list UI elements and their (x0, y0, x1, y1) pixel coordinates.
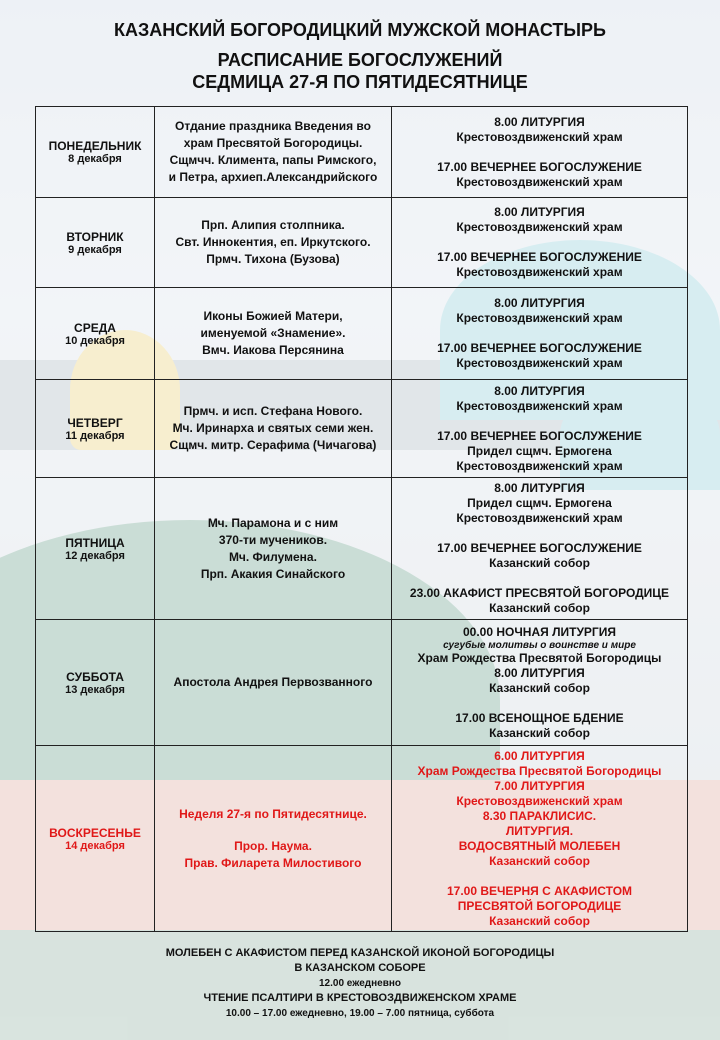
services-cell (392, 478, 688, 620)
service-title: 8.00 ЛИТУРГИЯ (494, 205, 585, 219)
service-title: ПРЕСВЯТОЙ БОГОРОДИЦЕ (457, 898, 622, 913)
feast-line: 370-ти мучеников. (218, 532, 328, 547)
feast-line: Прмч. Тихона (Бузова) (206, 252, 340, 266)
service-title: 7.00 ЛИТУРГИЯ (494, 778, 585, 793)
feast-cell (155, 198, 392, 288)
service-title: 8.00 ЛИТУРГИЯ (494, 665, 585, 680)
service-place: Казанский собор (489, 853, 590, 868)
footer-line: МОЛЕБЕН С АКАФИСТОМ ПЕРЕД КАЗАНСКОЙ ИКОНОЙ БОГОРОДИЦЫ (165, 947, 555, 959)
monastery-title: КАЗАНСКИЙ БОГОРОДИЦКИЙ МУЖСКОЙ МОНАСТЫРЬ (114, 20, 606, 40)
service-place: Крестовоздвиженский храм (456, 458, 623, 473)
table-row (36, 107, 688, 198)
table-row (36, 746, 688, 932)
day-date: 12 декабря (65, 549, 125, 562)
services-cell (392, 380, 688, 478)
feast-line: Иконы Божией Матери, (203, 309, 343, 323)
day-name: ВТОРНИК (66, 229, 124, 244)
feast-line: Прп. Алипия столпника. (201, 218, 345, 232)
service-place: Казанский собор (489, 680, 590, 695)
service-place: Крестовоздвиженский храм (456, 356, 623, 370)
feast-line: Прп. Акакия Синайского (200, 566, 346, 581)
day-name: ПОНЕДЕЛЬНИК (48, 139, 142, 153)
day-cell (36, 107, 155, 198)
footer-notes (0, 946, 720, 1021)
feast-line: Прав. Филарета Милостивого (184, 855, 362, 870)
feast-line: Сщмчч. Климента, папы Римского, (169, 153, 377, 167)
feast-line: Апостола Андрея Первозванного (173, 675, 373, 689)
service-title: 8.30 ПАРАКЛИСИС. (482, 808, 597, 823)
day-date: 8 декабря (68, 153, 122, 165)
feast-line: Сщмч. митр. Серафима (Чичагова) (169, 438, 377, 452)
day-cell (36, 746, 155, 932)
service-title: 17.00 ВЕЧЕРНЕЕ БОГОСЛУЖЕНИЕ (437, 159, 642, 174)
service-place: Казанский собор (489, 601, 590, 615)
service-title: 17.00 ВЕЧЕРНЕЕ БОГОСЛУЖЕНИЕ (437, 341, 642, 355)
day-name: СУББОТА (66, 669, 124, 684)
feast-cell (155, 107, 392, 198)
service-place: Казанский собор (489, 913, 590, 928)
day-name: СРЕДА (74, 320, 116, 335)
service-note: сугубые молитвы о воинстве и мире (443, 639, 636, 651)
service-place: Крестовоздвиженский храм (456, 398, 623, 413)
service-title: ЛИТУРГИЯ. (505, 823, 574, 838)
feast-line: Свт. Иннокентия, еп. Иркутского. (175, 235, 371, 249)
table-row (36, 380, 688, 478)
feast-line: Мч. Иринарха и святых семи жен. (172, 421, 374, 435)
feast-cell (155, 478, 392, 620)
feast-cell (155, 380, 392, 478)
schedule-title: РАСПИСАНИЕ БОГОСЛУЖЕНИЙ (217, 50, 503, 70)
schedule-table (35, 106, 688, 932)
service-title: 8.00 ЛИТУРГИЯ (494, 383, 585, 398)
service-place: Придел сщмч. Ермогена (467, 443, 612, 458)
service-place: Крестовоздвиженский храм (456, 265, 623, 279)
services-cell (392, 198, 688, 288)
day-name: ПЯТНИЦА (65, 535, 125, 550)
footer-line: В КАЗАНСКОМ СОБОРЕ (294, 962, 426, 974)
feast-line: Отдание праздника Введения во (175, 119, 371, 133)
feast-line: Мч. Филумена. (229, 549, 317, 564)
day-cell (36, 478, 155, 620)
feast-line: именуемой «Знамение». (200, 326, 346, 340)
service-place: Крестовоздвиженский храм (456, 511, 623, 525)
services-cell (392, 620, 688, 746)
table-row (36, 620, 688, 746)
service-place: Казанский собор (489, 725, 590, 740)
feast-cell (155, 288, 392, 380)
feast-line: Вмч. Иакова Персянина (202, 343, 344, 357)
day-date: 13 декабря (65, 683, 125, 696)
service-place: Крестовоздвиженский храм (456, 129, 623, 144)
feast-line: Прмч. и исп. Стефана Нового. (183, 404, 363, 418)
service-title: 17.00 ВЕЧЕРНЕЕ БОГОСЛУЖЕНИЕ (437, 428, 642, 443)
feast-line: храм Пресвятой Богородицы. (183, 136, 363, 150)
service-title: 17.00 ВЕЧЕРНЕЕ БОГОСЛУЖЕНИЕ (437, 541, 642, 555)
day-date: 9 декабря (68, 243, 122, 256)
service-place: Придел сщмч. Ермогена (467, 496, 612, 510)
service-place: Крестовоздвиженский храм (456, 174, 623, 189)
service-place: Храм Рождества Пресвятой Богородицы (417, 763, 662, 778)
service-place: Крестовоздвиженский храм (456, 793, 623, 808)
day-cell (36, 288, 155, 380)
service-title: 00.00 НОЧНАЯ ЛИТУРГИЯ (463, 624, 616, 639)
service-title: 17.00 ВСЕНОЩНОЕ БДЕНИЕ (455, 710, 624, 725)
feast-cell (155, 746, 392, 932)
service-title: 23.00 АКАФИСТ ПРЕСВЯТОЙ БОГОРОДИЦЕ (409, 586, 670, 600)
day-cell (36, 620, 155, 746)
day-date: 10 декабря (65, 334, 125, 347)
service-place: Крестовоздвиженский храм (456, 311, 623, 325)
table-row (36, 478, 688, 620)
table-row (36, 288, 688, 380)
services-cell (392, 288, 688, 380)
service-title: 17.00 ВЕЧЕРНЕЕ БОГОСЛУЖЕНИЕ (437, 250, 642, 264)
services-cell (392, 107, 688, 198)
service-place: Крестовоздвиженский храм (456, 220, 623, 234)
feast-line: и Петра, архиеп.Александрийского (168, 170, 378, 184)
day-date: 14 декабря (65, 839, 125, 852)
service-place: Храм Рождества Пресвятой Богородицы (417, 650, 662, 665)
feast-line: Прор. Наума. (234, 838, 312, 853)
day-date: 11 декабря (65, 429, 125, 442)
service-title: 6.00 ЛИТУРГИЯ (494, 748, 585, 763)
service-title: 8.00 ЛИТУРГИЯ (494, 296, 585, 310)
service-title: 8.00 ЛИТУРГИЯ (494, 481, 585, 495)
service-title: ВОДОСВЯТНЫЙ МОЛЕБЕН (458, 838, 621, 853)
day-name: ВОСКРЕСЕНЬЕ (49, 825, 141, 840)
services-cell (392, 746, 688, 932)
feast-main: Неделя 27-я по Пятидесятнице. (179, 806, 367, 821)
day-cell (36, 198, 155, 288)
feast-cell (155, 620, 392, 746)
service-title: 8.00 ЛИТУРГИЯ (494, 114, 585, 129)
day-cell (36, 380, 155, 478)
feast-line: Мч. Парамона и с ним (207, 515, 339, 530)
footer-line: ЧТЕНИЕ ПСАЛТИРИ В КРЕСТОВОЗДВИЖЕНСКОМ ХРАМЕ (203, 992, 517, 1004)
footer-line: 12.00 ежедневно (319, 978, 401, 989)
day-name: ЧЕТВЕРГ (67, 415, 123, 430)
service-title: 17.00 ВЕЧЕРНЯ С АКАФИСТОМ (446, 883, 633, 898)
footer-line: 10.00 – 17.00 ежедневно, 19.00 – 7.00 пятница, суббота (225, 1008, 495, 1019)
service-place: Казанский собор (489, 556, 590, 570)
table-row (36, 198, 688, 288)
week-title: СЕДМИЦА 27-Я ПО ПЯТИДЕСЯТНИЦЕ (192, 72, 528, 92)
